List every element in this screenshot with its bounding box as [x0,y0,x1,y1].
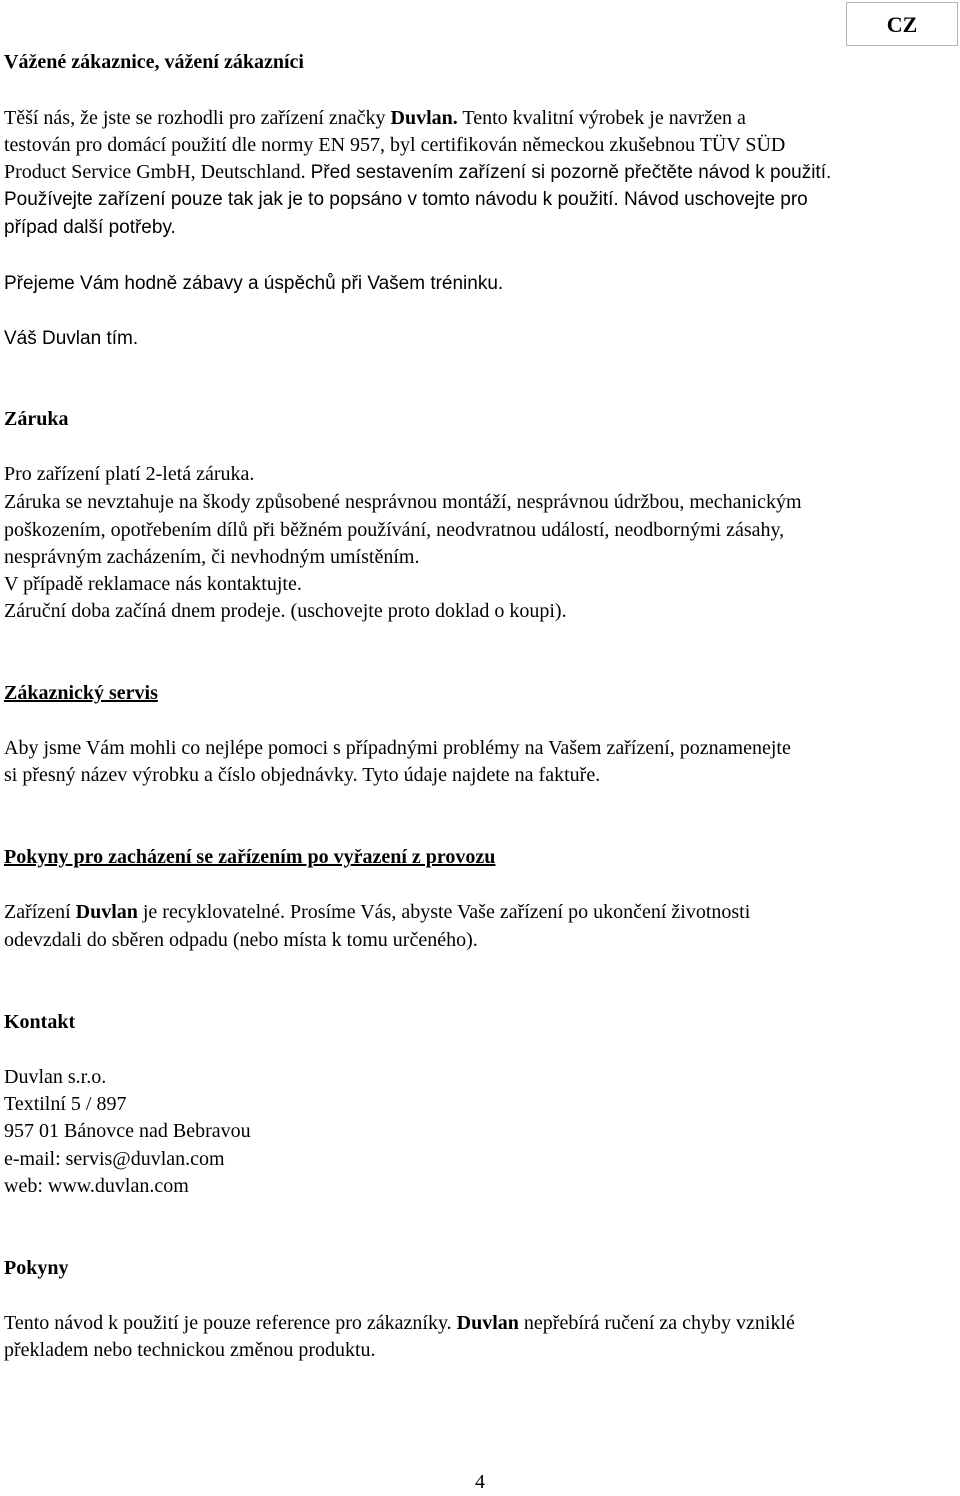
page-number: 4 [475,1471,485,1493]
intro-text: Tento kvalitní výrobek je navržen a [457,107,746,129]
warranty-line-4: nesprávným zacházením, či nevhodným umístěním. [4,546,420,568]
brand-name: Duvlan [456,1312,519,1334]
notes-heading: Pokyny [4,1257,69,1279]
brand-name: Duvlan. [390,107,458,129]
signature-text: Váš Duvlan tím. [4,328,139,349]
warranty-heading: Záruka [4,408,69,430]
greeting-heading: Vážené zákaznice, vážení zákazníci [4,51,304,73]
warranty-line-6: Záruční doba začíná dnem prodeje. (uschovejte proto doklad o koupi). [4,600,567,622]
intro-line-4: Používejte zařízení pouze tak jak je to popsáno v tomto návodu k použití. Návod uschovejte pro [4,189,808,210]
notes-text: nepřebírá ručení za chyby vzniklé [518,1312,795,1334]
contact-street: Textilní 5 / 897 [4,1093,127,1115]
intro-line-5: případ další potřeby. [4,217,176,238]
contact-email: e-mail: servis@duvlan.com [4,1148,225,1170]
disposal-text: je recyklovatelné. Prosíme Vás, abyste Vaše zařízení po ukončení životnosti [137,901,751,923]
wish-text: Přejeme Vám hodně zábavy a úspěchů při Vašem tréninku. [4,273,504,294]
notes-line-2: překladem nebo technickou změnou produktu. [4,1339,376,1361]
warranty-line-5: V případě reklamace nás kontaktujte. [4,573,302,595]
intro-text: Product Service GmbH, Deutschland. [4,161,311,183]
brand-name: Duvlan [75,901,138,923]
service-line-1: Aby jsme Vám mohli co nejlépe pomoci s případnými problémy na Vašem zařízení, poznamenejte [4,737,791,759]
intro-line-2: testován pro domácí použití dle normy EN 957, byl certifikován německou zkušebnou TÜV SÜD [4,134,786,156]
notes-line-1 [4,1309,795,1337]
intro-line-3 [4,158,831,187]
contact-city: 957 01 Bánovce nad Bebravou [4,1120,251,1142]
intro-text: Těší nás, že jste se rozhodli pro zařízení značky [4,107,391,129]
disposal-line-1 [4,898,750,926]
disposal-line-2: odevzdali do sběren odpadu (nebo místa k tomu určeného). [4,929,478,951]
contact-heading: Kontakt [4,1011,76,1033]
intro-text-instruction: Před sestavením zařízení si pozorně přečtěte návod k použití. [310,162,832,183]
service-heading: Zákaznický servis [4,682,158,704]
warranty-line-2: Záruka se nevztahuje na škody způsobené nesprávnou montáží, nesprávnou údržbou, mechanickým [4,491,802,513]
disposal-heading: Pokyny pro zacházení se zařízením po vyřazení z provozu [4,846,496,868]
warranty-line-3: poškozením, opotřebením dílů při běžném používání, neodvratnou událostí, neodbornými zásahy, [4,519,785,541]
warranty-line-1: Pro zařízení platí 2-letá záruka. [4,463,255,485]
intro-line-1 [4,104,746,132]
disposal-text: Zařízení [4,901,76,923]
contact-web: web: www.duvlan.com [4,1175,189,1197]
language-badge: CZ [846,2,958,46]
service-line-2: si přesný název výrobku a číslo objednávky. Tyto údaje najdete na faktuře. [4,764,601,786]
contact-company: Duvlan s.r.o. [4,1066,107,1088]
notes-text: Tento návod k použití je pouze reference pro zákazníky. [4,1312,457,1334]
